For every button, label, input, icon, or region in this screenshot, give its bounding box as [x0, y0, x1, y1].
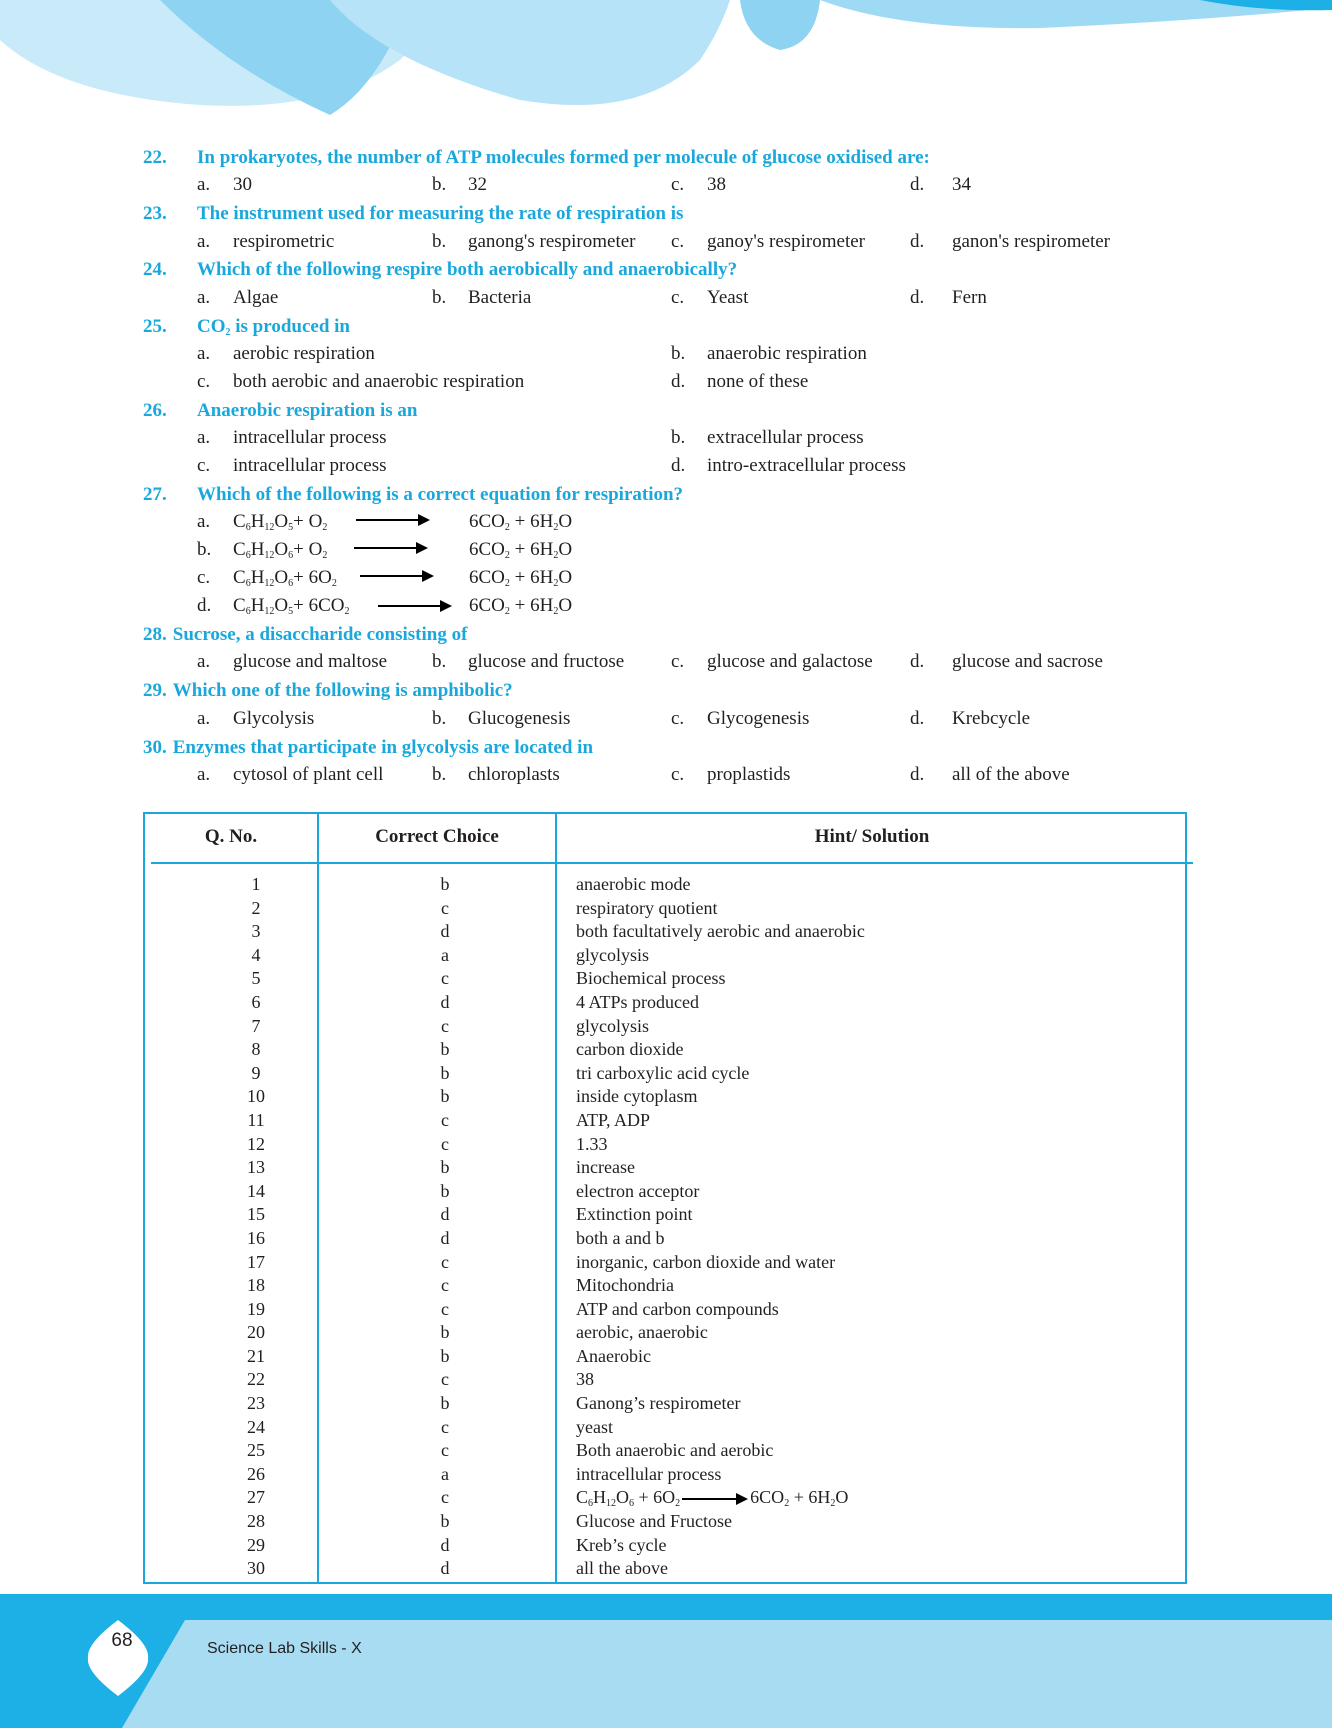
option: b. Bacteria [432, 287, 532, 308]
cell-question-number: 10 [247, 1086, 265, 1107]
footer-band [0, 1594, 1332, 1728]
option: a. Glycolysis [197, 708, 315, 729]
cell-correct-choice: c [441, 1133, 449, 1154]
option: a. 30 [197, 174, 252, 195]
header-correct-choice: Correct Choice [375, 826, 499, 847]
arrow-icon [378, 605, 442, 607]
cell-hint-solution: both a and b [576, 1227, 665, 1248]
option: d. ganon's respirometer [910, 231, 1111, 252]
equation-product: $6CO_2 + 6H_2O$ [469, 567, 573, 589]
cell-hint-solution: glycolysis [576, 944, 650, 965]
equation-product: $6CO_2 + 6H_2O$ [469, 539, 573, 561]
cell-hint-solution: 1.33 [576, 1133, 608, 1154]
cell-correct-choice: c [441, 968, 449, 989]
cell-hint-solution: 4 ATPs produced [576, 991, 699, 1012]
option: d. Krebcycle [910, 708, 1031, 729]
table-row [145, 1274, 1185, 1298]
question-text: Which one of the following is amphibolic? [172, 680, 513, 701]
option: a. intracellular process [197, 427, 387, 448]
cell-question-number: 1 [251, 874, 261, 894]
option: c. ganoy's respirometer [671, 231, 866, 252]
cell-hint-solution: carbon dioxide [576, 1039, 684, 1060]
option: b. chloroplasts [432, 764, 560, 785]
table-body [145, 873, 1185, 1581]
option: c. both aerobic and anaerobic respiration [197, 371, 525, 392]
option: a. glucose and maltose [197, 651, 388, 672]
table-row [145, 1439, 1185, 1463]
cell-hint-solution: respiratory quotient [576, 897, 718, 918]
question-number: 22. [143, 147, 167, 168]
table-row [145, 991, 1185, 1015]
table-row [145, 1345, 1185, 1369]
cell-correct-choice: c [441, 1251, 449, 1272]
question-30 [143, 737, 593, 759]
table-row [145, 920, 1185, 944]
cell-question-number: 22 [247, 1369, 265, 1390]
cell-correct-choice: b [440, 1180, 450, 1201]
table-row [145, 1015, 1185, 1039]
question-28 [143, 624, 467, 646]
table-row [145, 1534, 1185, 1558]
equation-product: $6CO_2 + 6H_2O$ [469, 595, 573, 617]
cell-correct-choice: c [441, 897, 449, 918]
option: d. intro-extracellular process [671, 455, 906, 476]
cell-hint-solution: yeast [576, 1416, 613, 1437]
equation-option-d: d. $C_6H_{12}O_5+ 6CO_2$ [197, 595, 350, 617]
answer-table [143, 812, 1187, 1584]
cell-question-number: 18 [247, 1275, 265, 1296]
cell-correct-choice: b [440, 1086, 450, 1107]
cell-correct-choice: c [441, 1416, 449, 1437]
question-27 [143, 484, 683, 506]
table-row [145, 1557, 1185, 1581]
cell-hint-solution: tri carboxylic acid cycle [576, 1062, 750, 1083]
cell-hint-solution: Ganong’s respirometer [576, 1393, 741, 1414]
footer-title: Science Lab Skills - X [207, 1640, 362, 1657]
cell-correct-choice: d [440, 1204, 450, 1225]
cell-hint-solution: Anaerobic [576, 1345, 651, 1366]
cell-hint-solution: Kreb’s cycle [576, 1534, 667, 1555]
question-number: 24. [143, 259, 167, 280]
cell-question-number: 3 [251, 921, 261, 942]
table-row [145, 1368, 1185, 1392]
option: a. respirometric [197, 231, 335, 252]
question-22 [143, 147, 930, 169]
cell-correct-choice: b [440, 1039, 450, 1060]
header-wave-decoration [0, 0, 1332, 130]
question-number: 27. [143, 484, 167, 505]
question-text: Enzymes that participate in glycolysis are located in [172, 737, 594, 758]
question-text: $CO_2$ is produced in [197, 316, 350, 338]
cell-question-number: 7 [251, 1015, 261, 1036]
table-row [145, 873, 1185, 897]
cell-question-number: 30 [247, 1558, 265, 1579]
cell-correct-choice: d [440, 921, 450, 942]
question-text: Sucrose, a disaccharide consisting of [172, 624, 468, 645]
question-26 [143, 400, 417, 422]
cell-correct-choice: c [441, 1487, 449, 1508]
equation-option-b: b. $C_6H_{12}O_6+ O_2$ [197, 539, 328, 561]
cell-correct-choice: d [440, 1558, 450, 1579]
cell-hint-solution: all the above [576, 1558, 668, 1579]
cell-correct-choice: c [441, 1440, 449, 1461]
cell-correct-choice: b [440, 1062, 450, 1083]
arrow-icon [354, 547, 418, 549]
question-text: The instrument used for measuring the rate of respiration is [197, 203, 684, 224]
table-row [145, 1203, 1185, 1227]
option: c. Yeast [671, 287, 749, 308]
table-row [145, 1085, 1185, 1109]
option: c. 38 [671, 174, 726, 195]
cell-correct-choice: a [441, 1463, 449, 1484]
cell-question-number: 23 [247, 1393, 265, 1414]
question-text: Which of the following is a correct equation for respiration? [197, 484, 684, 505]
page-number: 68 [111, 1630, 133, 1651]
option: d. 34 [910, 174, 971, 195]
header-qno: Q. No. [204, 826, 258, 847]
cell-question-number: 20 [247, 1322, 265, 1343]
cell-question-number: 14 [247, 1180, 265, 1201]
cell-correct-choice: b [440, 1345, 450, 1366]
question-text: Anaerobic respiration is an [197, 400, 418, 421]
cell-question-number: 6 [251, 991, 261, 1012]
question-number: 28. [143, 624, 167, 645]
cell-correct-choice: b [440, 874, 450, 894]
cell-question-number: 9 [251, 1062, 261, 1083]
option: b. anaerobic respiration [671, 343, 867, 364]
table-row [145, 967, 1185, 991]
cell-question-number: 25 [247, 1440, 265, 1461]
option: c. glucose and galactose [671, 651, 873, 672]
table-row [145, 1321, 1185, 1345]
cell-question-number: 5 [251, 968, 261, 989]
cell-question-number: 21 [247, 1345, 265, 1366]
cell-question-number: 19 [247, 1298, 265, 1319]
cell-hint-solution: electron acceptor [576, 1180, 700, 1201]
question-text: In prokaryotes, the number of ATP molecules formed per molecule of glucose oxidised are: [197, 147, 930, 168]
table-row [145, 1038, 1185, 1062]
table-row [145, 1133, 1185, 1157]
cell-question-number: 8 [251, 1039, 261, 1060]
cell-question-number: 2 [251, 897, 261, 918]
cell-question-number: 24 [247, 1416, 265, 1437]
option: c. Glycogenesis [671, 708, 810, 729]
table-row [145, 1227, 1185, 1251]
equation-option-c: c. $C_6H_{12}O_6+ 6O_2$ [197, 567, 337, 589]
table-row [145, 1416, 1185, 1440]
cell-correct-choice: d [440, 991, 450, 1012]
cell-hint-solution: 38 [576, 1369, 594, 1390]
cell-question-number: 29 [247, 1534, 265, 1555]
question-number: 29. [143, 680, 167, 701]
question-number: 25. [143, 316, 167, 337]
option: b. 32 [432, 174, 487, 195]
cell-question-number: 12 [247, 1133, 265, 1154]
header-divider [151, 862, 1193, 864]
option: b. ganong's respirometer [432, 231, 636, 252]
option: b. Glucogenesis [432, 708, 571, 729]
option: b. glucose and fructose [432, 651, 625, 672]
option: a. cytosol of plant cell [197, 764, 384, 785]
table-row [145, 897, 1185, 921]
question-number: 30. [143, 737, 167, 758]
option: c. intracellular process [197, 455, 387, 476]
cell-correct-choice: d [440, 1534, 450, 1555]
cell-hint-solution: Glucose and Fructose [576, 1511, 732, 1532]
cell-hint-solution: ATP and carbon compounds [576, 1298, 779, 1319]
table-row [145, 1062, 1185, 1086]
table-row [145, 1156, 1185, 1180]
option: b. extracellular process [671, 427, 864, 448]
table-row [145, 1109, 1185, 1133]
cell-correct-choice: b [440, 1322, 450, 1343]
cell-hint-solution: both facultatively aerobic and anaerobic [576, 921, 865, 942]
equation-product: $6CO_2 + 6H_2O$ [469, 511, 573, 533]
option: a. aerobic respiration [197, 343, 375, 364]
question-25 [143, 316, 350, 338]
cell-question-number: 16 [247, 1227, 265, 1248]
table-row [145, 1251, 1185, 1275]
question-number: 26. [143, 400, 167, 421]
option: d. Fern [910, 287, 987, 308]
arrow-icon [356, 519, 420, 521]
cell-question-number: 17 [247, 1251, 265, 1272]
cell-hint-solution: ATP, ADP [576, 1109, 651, 1130]
cell-correct-choice: c [441, 1275, 449, 1296]
question-29 [143, 680, 513, 702]
cell-question-number: 11 [247, 1109, 265, 1130]
table-row [145, 1510, 1185, 1534]
cell-correct-choice: c [441, 1109, 449, 1130]
cell-hint-solution: intracellular process [576, 1463, 722, 1484]
cell-hint-solution: inside cytoplasm [576, 1086, 698, 1107]
cell-question-number: 26 [247, 1463, 265, 1484]
cell-hint-solution: $C_6H_{12}O_6 + 6O_2$ $6CO_2 + 6H_2O$ [576, 1487, 849, 1510]
cell-hint-solution: glycolysis [576, 1015, 650, 1036]
arrow-icon [360, 575, 424, 577]
cell-question-number: 27 [247, 1487, 265, 1508]
cell-hint-solution: Mitochondria [576, 1275, 674, 1296]
question-24 [143, 259, 737, 281]
option: a. Algae [197, 287, 279, 308]
cell-question-number: 4 [251, 944, 261, 965]
cell-correct-choice: b [440, 1157, 450, 1178]
cell-question-number: 28 [247, 1511, 265, 1532]
cell-correct-choice: a [441, 944, 449, 965]
question-number: 23. [143, 203, 167, 224]
cell-hint-solution: anaerobic mode [576, 874, 691, 894]
cell-question-number: 13 [247, 1157, 265, 1178]
arrow-icon [682, 1498, 738, 1500]
cell-correct-choice: c [441, 1369, 449, 1390]
cell-hint-solution: increase [576, 1157, 635, 1178]
cell-hint-solution: Biochemical process [576, 968, 726, 989]
option: d. glucose and sacrose [910, 651, 1103, 672]
table-row [145, 1180, 1185, 1204]
equation-option-a: a. $C_6H_{12}O_5+ O_2$ [197, 511, 328, 533]
table-row [145, 1298, 1185, 1322]
table-row [145, 1392, 1185, 1416]
cell-hint-solution: Both anaerobic and aerobic [576, 1440, 774, 1461]
option: c. proplastids [671, 764, 791, 785]
cell-hint-solution: inorganic, carbon dioxide and water [576, 1251, 836, 1272]
option: d. none of these [671, 371, 809, 392]
table-row [145, 944, 1185, 968]
table-row [145, 1463, 1185, 1487]
question-23 [143, 203, 683, 225]
cell-hint-solution: Extinction point [576, 1204, 693, 1225]
cell-question-number: 15 [247, 1204, 265, 1225]
cell-correct-choice: b [440, 1393, 450, 1414]
cell-correct-choice: d [440, 1227, 450, 1248]
cell-correct-choice: c [441, 1015, 449, 1036]
table-row [145, 1486, 1185, 1510]
cell-correct-choice: c [441, 1298, 449, 1319]
cell-hint-solution: aerobic, anaerobic [576, 1322, 708, 1343]
question-text: Which of the following respire both aerobically and anaerobically? [197, 259, 738, 280]
cell-correct-choice: b [440, 1511, 450, 1532]
option: d. all of the above [910, 764, 1070, 785]
header-hint-solution: Hint/ Solution [814, 826, 930, 847]
